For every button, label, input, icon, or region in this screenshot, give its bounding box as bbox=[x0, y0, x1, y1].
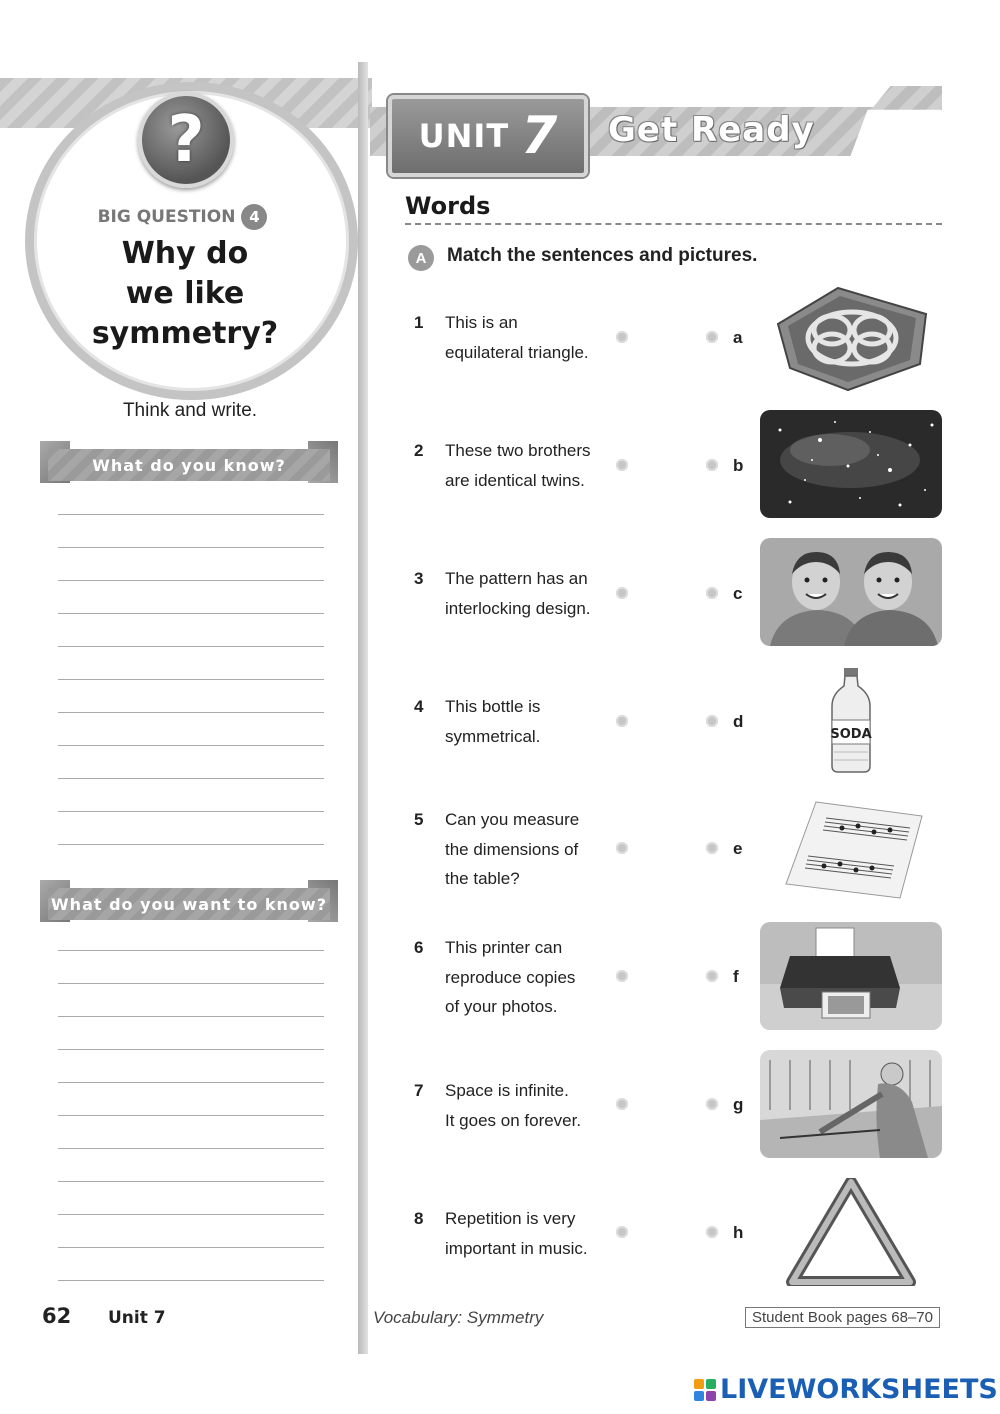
sheet-music-icon bbox=[760, 798, 942, 906]
soda-label: SODA bbox=[830, 727, 872, 742]
logo-text: LIVEWORKSHEETS bbox=[720, 1374, 998, 1405]
picture-match-dot[interactable] bbox=[706, 587, 718, 599]
match-row-6 bbox=[0, 922, 1000, 1050]
instruction-badge: A bbox=[408, 245, 434, 271]
item-sentence: This printer can reproduce copies of your photos. bbox=[445, 938, 576, 1016]
item-number: 5 bbox=[414, 810, 424, 829]
logo-grid-icon bbox=[694, 1379, 716, 1401]
big-question-title: Why do we like symmetry? bbox=[91, 236, 279, 351]
footer-unit: Unit 7 bbox=[108, 1308, 166, 1328]
item-sentence: These two brothers are identical twins. bbox=[445, 441, 591, 490]
sentence-match-dot[interactable] bbox=[616, 1098, 628, 1110]
picture-match-dot[interactable] bbox=[706, 331, 718, 343]
sentence-match-dot[interactable] bbox=[616, 1226, 628, 1238]
sentence-match-dot[interactable] bbox=[616, 970, 628, 982]
picture-letter: d bbox=[733, 712, 744, 731]
liveworksheets-logo[interactable] bbox=[694, 1374, 998, 1405]
soda-bottle-icon bbox=[760, 666, 942, 774]
unit-badge: UNIT 7 bbox=[388, 95, 588, 177]
picture-letter: e bbox=[733, 839, 743, 858]
triangle-icon bbox=[760, 1178, 942, 1286]
sentence-match-dot[interactable] bbox=[616, 587, 628, 599]
sentence-match-dot[interactable] bbox=[616, 331, 628, 343]
picture-match-dot[interactable] bbox=[706, 970, 718, 982]
instruction-text: Match the sentences and pictures. bbox=[447, 245, 758, 266]
picture-letter: f bbox=[733, 967, 739, 986]
picture-letter: a bbox=[733, 328, 743, 347]
page-title: Get Ready bbox=[608, 110, 815, 150]
match-row-1 bbox=[0, 282, 1000, 410]
item-number: 7 bbox=[414, 1081, 424, 1100]
match-row-2 bbox=[0, 410, 1000, 538]
twin-boys-icon bbox=[760, 538, 942, 646]
match-row-5 bbox=[0, 794, 1000, 922]
picture-match-dot[interactable] bbox=[706, 1226, 718, 1238]
sentence-match-dot[interactable] bbox=[616, 459, 628, 471]
question-mark-icon: ? bbox=[138, 92, 234, 188]
item-sentence: This bottle is symmetrical. bbox=[445, 697, 541, 746]
match-row-4 bbox=[0, 666, 1000, 794]
woman-measuring-table-icon bbox=[760, 1050, 942, 1158]
picture-match-dot[interactable] bbox=[706, 715, 718, 727]
item-sentence: Can you measure the dimensions of the table? bbox=[445, 810, 580, 888]
match-row-3 bbox=[0, 538, 1000, 666]
celtic-knot-tile-icon bbox=[760, 284, 942, 392]
footer-vocabulary: Vocabulary: Symmetry bbox=[373, 1308, 544, 1327]
sentence-match-dot[interactable] bbox=[616, 842, 628, 854]
item-sentence: Repetition is very important in music. bbox=[445, 1209, 588, 1258]
starry-space-icon bbox=[760, 410, 942, 518]
what-do-you-know-banner: What do you know? bbox=[40, 441, 338, 483]
sentence-match-dot[interactable] bbox=[616, 715, 628, 727]
picture-match-dot[interactable] bbox=[706, 459, 718, 471]
think-and-write-instruction: Think and write. bbox=[122, 400, 258, 421]
item-sentence: The pattern has an interlocking design. bbox=[445, 569, 591, 618]
big-question-number: 4 bbox=[241, 204, 267, 230]
picture-letter: g bbox=[733, 1095, 744, 1114]
section-heading: Words bbox=[405, 192, 491, 220]
picture-match-dot[interactable] bbox=[706, 842, 718, 854]
picture-letter: c bbox=[733, 584, 743, 603]
match-row-8 bbox=[0, 1178, 1000, 1306]
item-number: 6 bbox=[414, 938, 424, 957]
item-number: 4 bbox=[414, 697, 424, 716]
item-number: 8 bbox=[414, 1209, 424, 1228]
big-question-label: BIG QUESTION 4 bbox=[0, 204, 365, 230]
item-number: 1 bbox=[414, 313, 424, 332]
item-number: 2 bbox=[414, 441, 424, 460]
footer-student-book-pages: Student Book pages 68–70 bbox=[745, 1307, 940, 1328]
picture-match-dot[interactable] bbox=[706, 1098, 718, 1110]
match-row-7 bbox=[0, 1050, 1000, 1178]
picture-letter: h bbox=[733, 1223, 744, 1242]
what-do-you-want-to-know-banner: What do you want to know? bbox=[40, 880, 338, 922]
page-number: 62 bbox=[42, 1304, 72, 1328]
printer-icon bbox=[760, 922, 942, 1030]
item-number: 3 bbox=[414, 569, 424, 588]
section-divider bbox=[405, 223, 942, 225]
picture-letter: b bbox=[733, 456, 744, 475]
item-sentence: This is an equilateral triangle. bbox=[445, 313, 589, 362]
item-sentence: Space is infinite. It goes on forever. bbox=[445, 1081, 582, 1130]
